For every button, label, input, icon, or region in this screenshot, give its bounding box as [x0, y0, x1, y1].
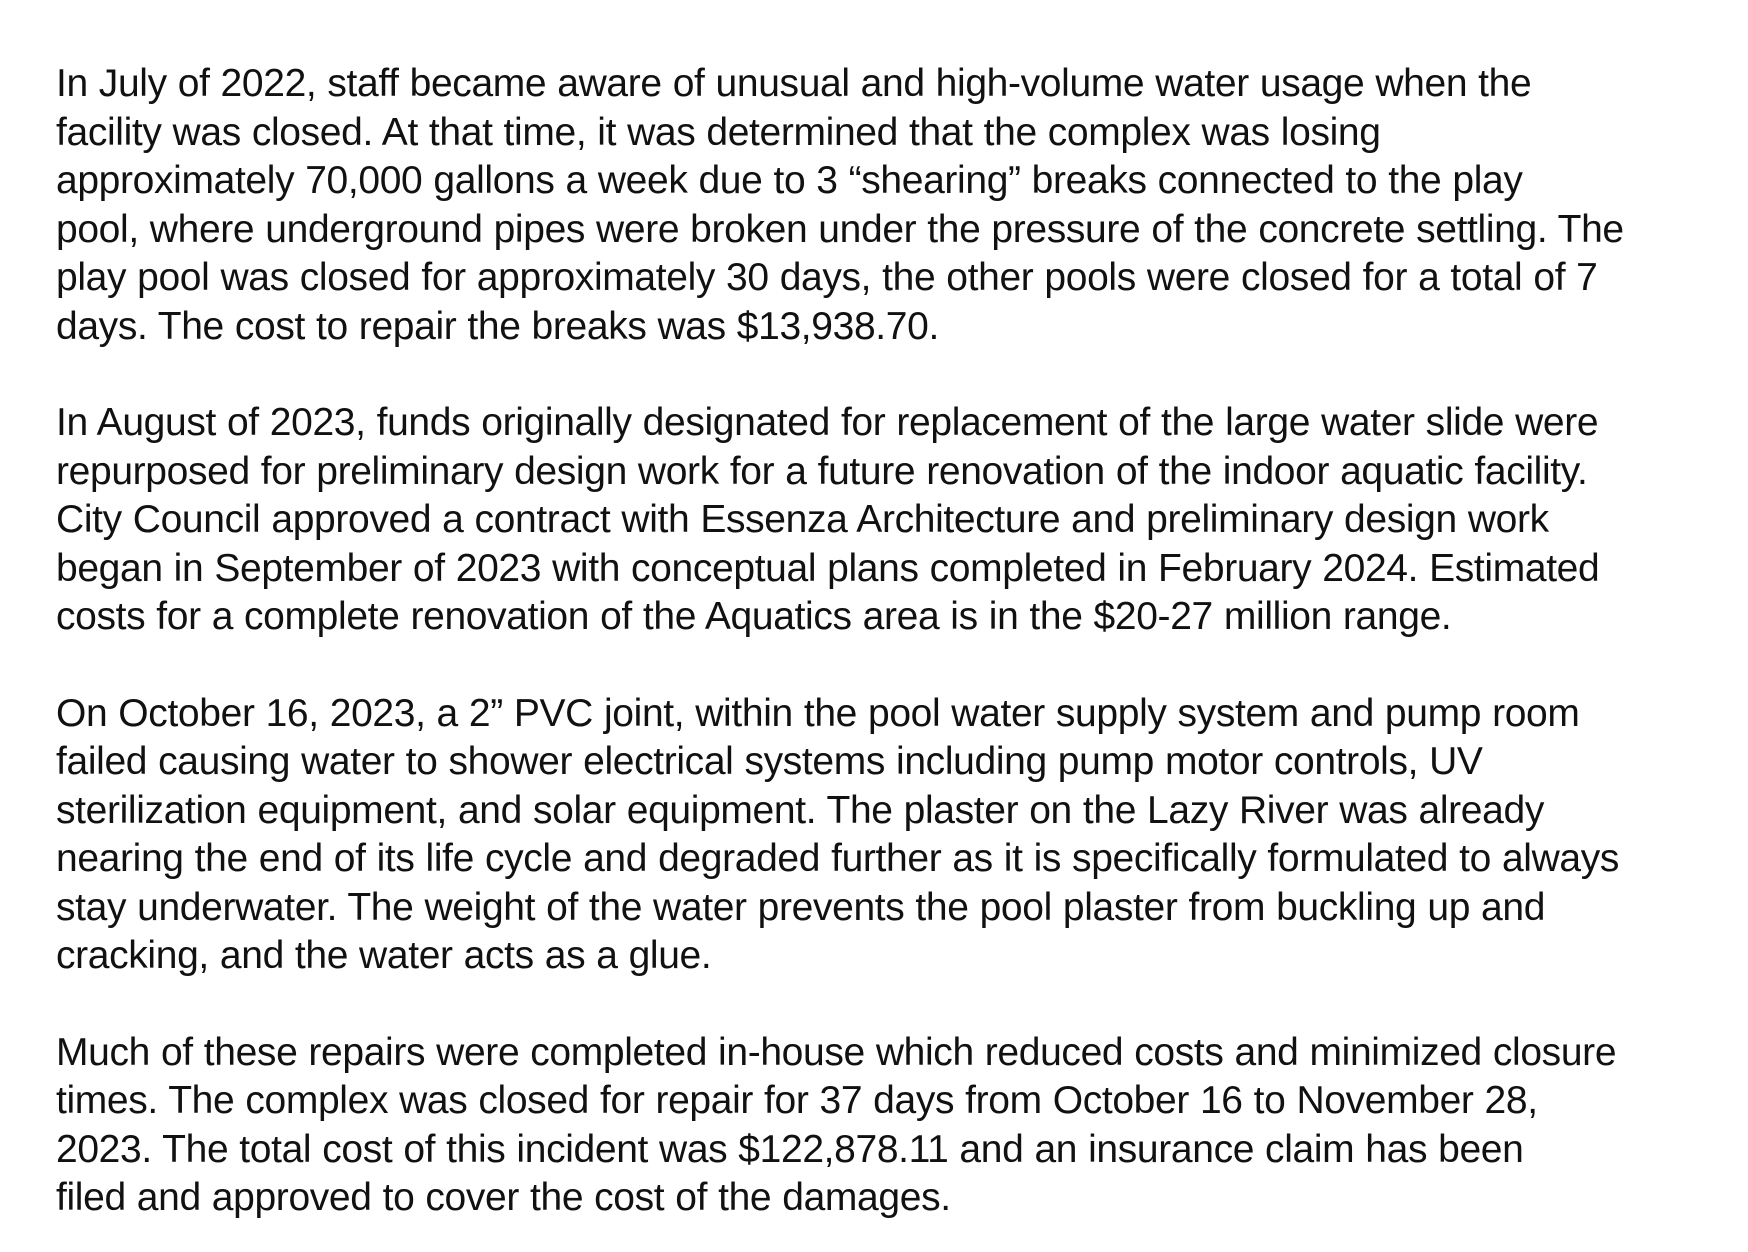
- text-line: Much of these repairs were completed in-house which reduced costs and minimized closure: [56, 1030, 1617, 1074]
- text-line: sterilization equipment, and solar equipment. The plaster on the Lazy River was already: [56, 788, 1544, 832]
- text-line: nearing the end of its life cycle and degraded further as it is specifically formulated to always: [56, 837, 1620, 880]
- text-line: 2023. The total cost of this incident was $122,878.11 and an insurance claim has been: [56, 1127, 1524, 1171]
- text-line: stay underwater. The weight of the water prevents the pool plaster from buckling up and: [56, 885, 1546, 929]
- text-line: play pool was closed for approximately 30 days, the other pools were closed for a total of 7: [56, 256, 1598, 299]
- text-line: City Council approved a contract with Essenza Architecture and preliminary design work: [56, 498, 1549, 541]
- text-line: filed and approved to cover the cost of the damages.: [56, 1176, 951, 1219]
- text-line: approximately 70,000 gallons a week due to 3 “shearing” breaks connected to the play: [56, 159, 1523, 202]
- text-line: days. The cost to repair the breaks was $13,938.70.: [56, 304, 939, 348]
- text-line: failed causing water to shower electrical systems including pump motor controls, UV: [56, 740, 1483, 783]
- text-line: On October 16, 2023, a 2” PVC joint, within the pool water supply system and pump room: [56, 691, 1580, 735]
- text-line: began in September of 2023 with conceptual plans completed in February 2024. Estimated: [56, 546, 1600, 590]
- text-line: times. The complex was closed for repair for 37 days from October 16 to November 28,: [56, 1079, 1538, 1122]
- document-body: [56, 60, 1716, 1223]
- text-line: facility was closed. At that time, it was determined that the complex was losing: [56, 110, 1381, 154]
- paragraph-water-leak-2022: [56, 60, 1716, 351]
- paragraph-pvc-joint-failure: [56, 690, 1716, 981]
- text-line: repurposed for preliminary design work for a future renovation of the indoor aquatic facility.: [56, 449, 1588, 493]
- text-line: costs for a complete renovation of the Aquatics area is in the $20-27 million range.: [56, 595, 1452, 638]
- text-line: In August of 2023, funds originally designated for replacement of the large water slide were: [56, 401, 1599, 444]
- text-line: In July of 2022, staff became aware of unusual and high-volume water usage when the: [56, 62, 1532, 105]
- text-line: cracking, and the water acts as a glue.: [56, 934, 712, 977]
- text-line: pool, where underground pipes were broken under the pressure of the concrete settling. The: [56, 207, 1624, 251]
- paragraph-repairs-cost: [56, 1029, 1716, 1223]
- paragraph-design-work-2023: [56, 399, 1716, 642]
